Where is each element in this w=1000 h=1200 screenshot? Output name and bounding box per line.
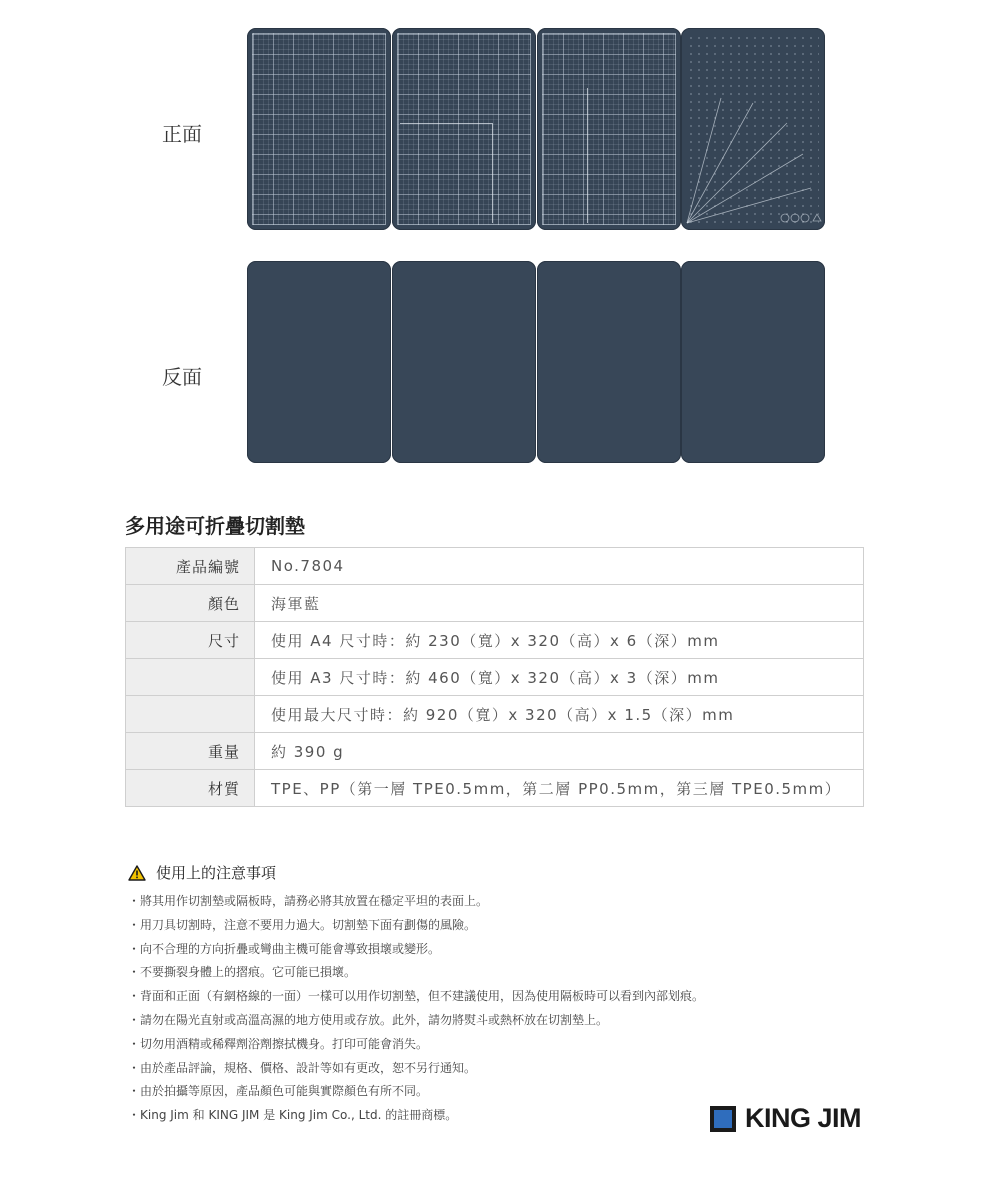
usage-notice-title: 使用上的注意事項 bbox=[156, 864, 277, 882]
spec-row bbox=[126, 733, 864, 770]
notice-item: ・ 將其用作切割墊或隔板時，請務必將其放置在穩定平坦的表面上。 bbox=[128, 890, 704, 914]
mat-back-panel-3 bbox=[537, 261, 681, 463]
spec-label: 尺寸 bbox=[126, 622, 255, 659]
cutting-mat-front-image bbox=[247, 28, 825, 230]
king-jim-logo bbox=[710, 1103, 861, 1134]
back-view-label: 反面 bbox=[162, 365, 202, 389]
spec-row bbox=[126, 622, 864, 659]
spec-value: No.7804 bbox=[255, 548, 864, 585]
spec-value: TPE、PP（第一層 TPE0.5mm，第二層 PP0.5mm，第三層 TPE0.5mm） bbox=[255, 770, 864, 807]
notice-item: ・ 向不合理的方向折疊或彎曲主機可能會導致損壞或變形。 bbox=[128, 938, 704, 962]
mat-back-panel-2 bbox=[392, 261, 536, 463]
spec-value: 海軍藍 bbox=[255, 585, 864, 622]
notice-item: ・ 不要撕裂身體上的摺痕。它可能已損壞。 bbox=[128, 961, 704, 985]
spec-table bbox=[125, 547, 864, 807]
spec-label: 產品編號 bbox=[126, 548, 255, 585]
notice-item: ・ 由於產品評論，規格、價格、設計等如有更改，恕不另行通知。 bbox=[128, 1057, 704, 1081]
mat-panel-1 bbox=[247, 28, 391, 230]
notice-item: ・ 請勿在陽光直射或高溫高濕的地方使用或存放。此外，請勿將熨斗或熱杯放在切割墊上。 bbox=[128, 1009, 704, 1033]
spec-row bbox=[126, 696, 864, 733]
logo-square-icon bbox=[710, 1106, 736, 1132]
spec-row bbox=[126, 548, 864, 585]
mat-back-panel-1 bbox=[247, 261, 391, 463]
angle-lines-graphic bbox=[681, 28, 825, 230]
spec-label: 重量 bbox=[126, 733, 255, 770]
notice-item: ・ 由於拍攝等原因，產品顏色可能與實際顏色有所不同。 bbox=[128, 1080, 704, 1104]
spec-row bbox=[126, 585, 864, 622]
spec-label: 顏色 bbox=[126, 585, 255, 622]
spec-value: 約 390 g bbox=[255, 733, 864, 770]
usage-notice-header bbox=[128, 862, 276, 883]
cutting-mat-back-image bbox=[247, 261, 825, 463]
spec-value: 使用 A3 尺寸時：約 460（寬）x 320（高）x 3（深）mm bbox=[255, 659, 864, 696]
notice-item: ・ 背面和正面（有網格線的一面）一樣可以用作切割墊，但不建議使用，因為使用隔板時可以看到內部划痕。 bbox=[128, 985, 704, 1009]
mat-panel-4 bbox=[681, 28, 825, 230]
notice-item: ・ 用刀具切割時，注意不要用力過大。切割墊下面有劃傷的風險。 bbox=[128, 914, 704, 938]
spec-row bbox=[126, 770, 864, 807]
usage-notice-list bbox=[128, 890, 704, 1128]
warning-icon bbox=[128, 865, 146, 881]
spec-label: 材質 bbox=[126, 770, 255, 807]
front-view-label: 正面 bbox=[162, 122, 202, 146]
notice-item: ・ 切勿用酒精或稀釋劑浴劑擦拭機身。打印可能會消失。 bbox=[128, 1033, 704, 1057]
notice-item: ・ King Jim 和 KING JIM 是 King Jim Co., Ltd. 的註冊商標。 bbox=[128, 1104, 704, 1128]
mat-panel-2 bbox=[392, 28, 536, 230]
spec-value: 使用 A4 尺寸時：約 230（寬）x 320（高）x 6（深）mm bbox=[255, 622, 864, 659]
logo-text: KING JIM bbox=[745, 1103, 862, 1133]
spec-value: 使用最大尺寸時：約 920（寬）x 320（高）x 1.5（深）mm bbox=[255, 696, 864, 733]
mat-panel-3 bbox=[537, 28, 681, 230]
product-title: 多用途可折疊切割墊 bbox=[125, 514, 305, 538]
spec-row bbox=[126, 659, 864, 696]
spec-label bbox=[126, 659, 255, 696]
mat-back-panel-4 bbox=[681, 261, 825, 463]
spec-label bbox=[126, 696, 255, 733]
